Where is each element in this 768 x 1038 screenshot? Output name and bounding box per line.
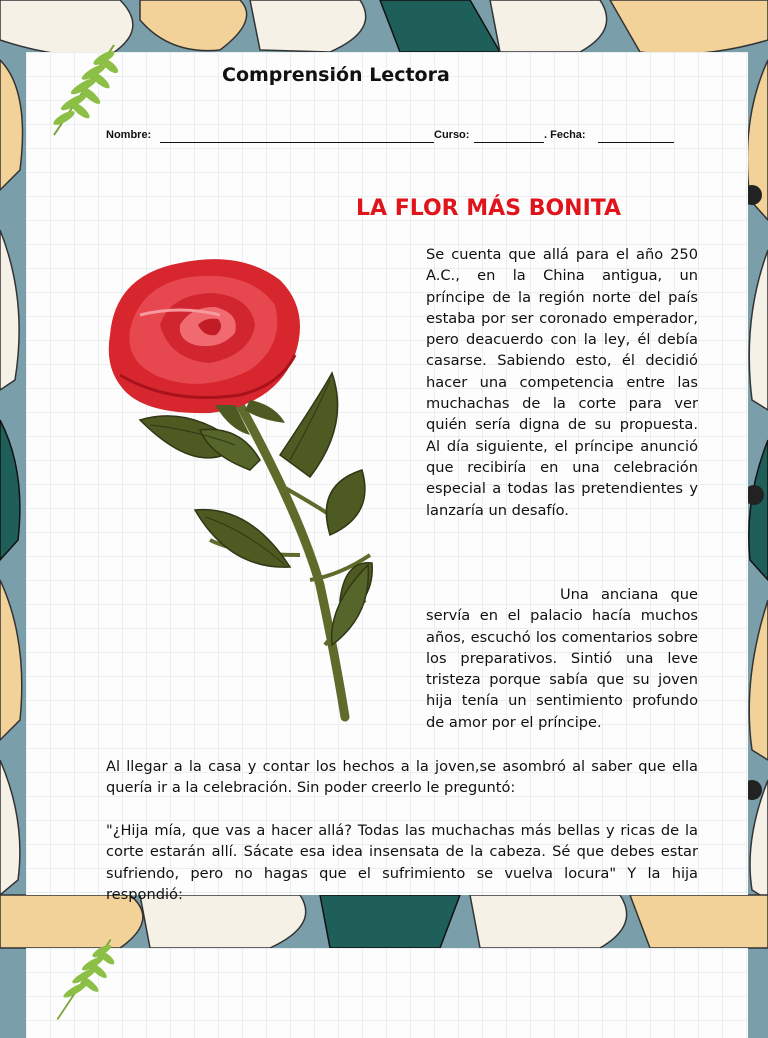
course-field-line[interactable] [474,142,544,143]
fern-leaf-icon [44,40,124,140]
story-paragraph-1: Se cuenta que allá para el año 250 A.C., en la China antigua, un príncipe de la región norte del país estaba por ser coronado emperador, pero deacuerdo con la ley, él debía casarse. Sabiendo esto, él decidió hacer una competencia entre las muchachas de la corte para ver quién sería digna de su propuesta. Al día siguiente, el príncipe anunció que recibiría en una celebración especial a todas las pretendientes y lanzaría un desafío. [426,246,698,519]
course-label: Curso: [434,129,470,141]
story-title: LA FLOR MÁS BONITA [356,196,622,221]
story-paragraph-2: Una anciana que servía en el palacio hacía muchos años, escuchó los comentarios sobre los preparativos. Sintió una leve tristeza porque sabía que su joven hija tenía un sentimiento profundo de amor por el príncipe. [426,586,698,731]
date-label: . Fecha: [544,129,586,141]
fern-leaf-icon [44,935,124,1024]
date-field-line[interactable] [598,142,674,143]
name-field-line[interactable] [160,142,434,143]
story-paragraph-4: "¿Hija mía, que vas a hacer allá? Todas las muchachas más bellas y ricas de la corte estarán allí. Sácate esa idea insensata de la cabeza. Sé que debes estar sufriendo, pero no hagas que el sufrimiento se vuelva locura" Y la hija respondió: [106,822,698,903]
worksheet-title: Comprensión Lectora [222,64,450,86]
rose-illustration [100,255,400,725]
next-page-top [26,948,748,1038]
name-label: Nombre: [106,129,152,141]
story-paragraph-3: Al llegar a la casa y contar los hechos a la joven,se asombró al saber que ella quería ir a la celebración. Sin poder creerlo le preguntó: [106,758,698,797]
